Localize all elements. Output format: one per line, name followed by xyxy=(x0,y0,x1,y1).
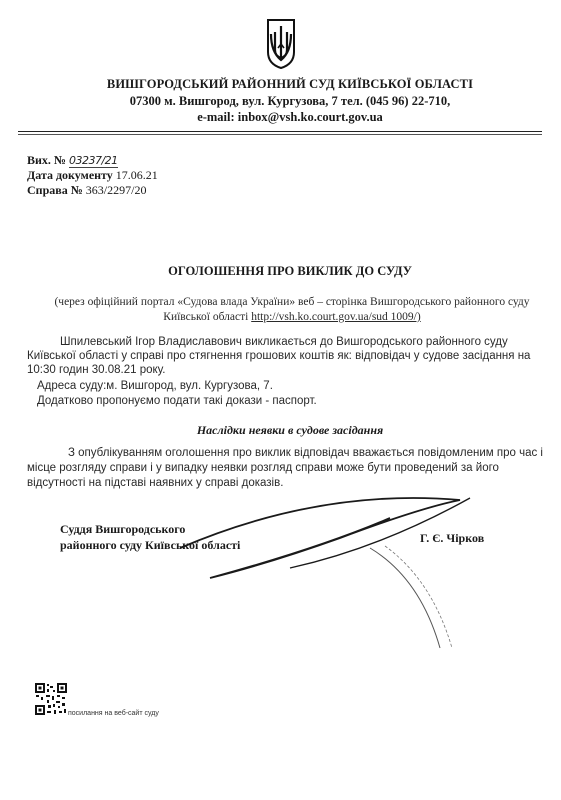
body-p1-line1: Шпилевський Ігор Владиславович викликається до Вишгородського районного суду xyxy=(60,336,508,348)
subtitle-prefix: Київської області xyxy=(163,311,252,323)
evidence-line: Додатково пропонуємо подати такі докази - паспорт. xyxy=(37,395,317,407)
case-value: 363/2297/20 xyxy=(85,183,147,197)
outgoing-label: Вих. № xyxy=(27,153,66,167)
court-name: ВИШГОРОДСЬКИЙ РАЙОННИЙ СУД КИЇВСЬКОЇ ОБЛАСТІ xyxy=(106,77,474,91)
consequences-line1: З опублікуванням оголошення про виклик відповідач вважається повідомленим про час і xyxy=(68,447,543,459)
document-date-row xyxy=(27,168,158,183)
court-email: e-mail: inbox@vsh.ko.court.gov.ua xyxy=(197,110,383,124)
outgoing-number-row xyxy=(27,153,118,168)
subtitle-line2 xyxy=(32,311,552,323)
document-title: ОГОЛОШЕННЯ ПРО ВИКЛИК ДО СУДУ xyxy=(168,264,412,278)
consequences-line2: місце розгляду справи і у випадку неявки розгляд справи може бути проведений за його xyxy=(27,462,499,474)
judge-title-line2: районного суду Київської області xyxy=(60,538,241,552)
header-divider-thin xyxy=(18,134,542,135)
court-website-link[interactable]: http://vsh.ko.court.gov.ua/sud 1009/) xyxy=(251,311,421,323)
signer-name: Г. Є. Чірков xyxy=(420,531,485,545)
case-number-row xyxy=(27,183,146,198)
outgoing-number-handwritten: 03237/21 xyxy=(68,154,118,167)
court-address: 07300 м. Вишгород, вул. Кургузова, 7 тел. (045 96) 22-710, xyxy=(129,94,451,108)
body-p1-line2: Київської області у справі про стягнення грошових коштів як: відповідач у судове засідання на xyxy=(27,350,531,362)
body-p1-line3: 10:30 годин 30.08.21 року. xyxy=(27,364,166,376)
qr-caption: посилання на веб-сайт суду xyxy=(68,710,159,717)
header-divider xyxy=(18,131,542,132)
court-address-line: Адреса суду:м. Вишгород, вул. Кургузова, 7. xyxy=(37,380,273,392)
consequences-title: Наслідки неявки в судове засідання xyxy=(196,423,384,437)
subtitle-line1: (через офіційний портал «Судова влада України» веб – сторінка Вишгородського районного суду xyxy=(54,296,530,308)
judge-title-line1: Суддя Вишгородського xyxy=(60,522,186,536)
handwritten-signature-icon xyxy=(140,478,480,658)
trident-emblem-icon xyxy=(266,18,296,70)
consequences-line3: відсутності на підставі наявних у справі доказів. xyxy=(27,477,284,489)
qr-code-icon[interactable] xyxy=(35,683,67,715)
case-label: Справа № xyxy=(27,183,83,197)
date-label: Дата документу xyxy=(27,168,113,182)
date-value: 17.06.21 xyxy=(115,168,158,182)
